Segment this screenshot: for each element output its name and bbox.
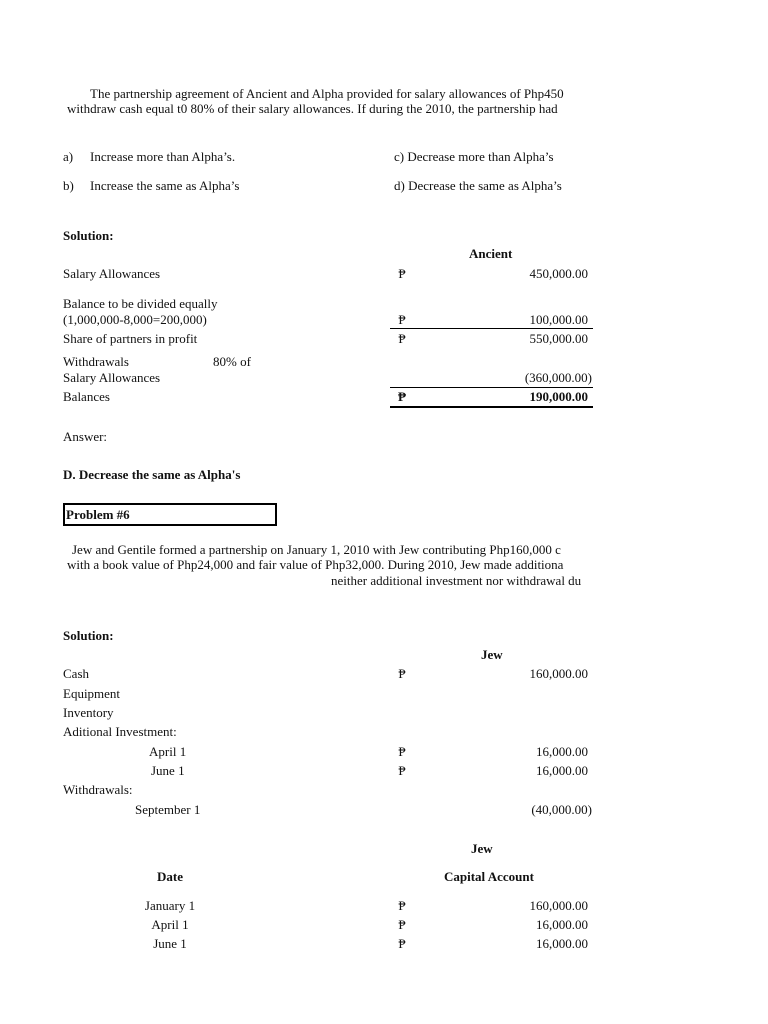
answer-label: Answer: bbox=[63, 429, 108, 444]
capital-value: 16,000.00 bbox=[536, 936, 588, 951]
september-value: (40,000.00) bbox=[531, 802, 592, 817]
choice-b-text: Increase the same as Alpha’s bbox=[90, 178, 240, 193]
withdrawals-percent: 80% of bbox=[213, 354, 251, 369]
share-profit-value: 550,000.00 bbox=[529, 331, 588, 346]
ancient-column-header: Ancient bbox=[469, 246, 513, 261]
cash-value: 160,000.00 bbox=[529, 666, 588, 681]
choice-c-text: c) Decrease more than Alpha’s bbox=[394, 149, 554, 164]
additional-investment-label: Aditional Investment: bbox=[63, 724, 177, 739]
capital-account-header: Capital Account bbox=[444, 869, 534, 884]
choice-d-text: d) Decrease the same as Alpha’s bbox=[394, 178, 562, 193]
peso-sign: ₱ bbox=[398, 763, 406, 778]
capital-date: January 1 bbox=[144, 898, 196, 913]
solution-label: Solution: bbox=[63, 628, 114, 643]
problem5-intro-line2: withdraw cash equal t0 80% of their salary allowances. If during the 2010, the partnership had bbox=[67, 101, 558, 116]
peso-sign: ₱ bbox=[398, 936, 406, 951]
equipment-label: Equipment bbox=[63, 686, 121, 701]
problem6-intro-line2: with a book value of Php24,000 and fair value of Php32,000. During 2010, Jew made additiona bbox=[67, 557, 564, 572]
choice-b-letter: b) bbox=[63, 178, 74, 193]
jew-column-header: Jew bbox=[481, 647, 503, 662]
peso-sign: ₱ bbox=[398, 331, 406, 346]
peso-sign: ₱ bbox=[398, 266, 406, 281]
total-double-rule bbox=[390, 406, 593, 408]
june-value: 16,000.00 bbox=[536, 763, 588, 778]
salary-allowances-value: 450,000.00 bbox=[529, 266, 588, 281]
balance-value: 100,000.00 bbox=[529, 312, 588, 327]
april-label: April 1 bbox=[149, 744, 187, 759]
inventory-label: Inventory bbox=[63, 705, 114, 720]
salary-allowances-label: Salary Allowances bbox=[63, 266, 161, 281]
capital-date: April 1 bbox=[151, 917, 189, 932]
peso-sign: ₱ bbox=[398, 312, 406, 327]
capital-date-header: Date bbox=[157, 869, 183, 884]
choice-a-letter: a) bbox=[63, 149, 74, 164]
june-label: June 1 bbox=[151, 763, 185, 778]
problem6-intro-line1: Jew and Gentile formed a partnership on January 1, 2010 with Jew contributing Php160,000 c bbox=[72, 542, 561, 557]
subtotal-rule bbox=[390, 328, 593, 329]
cash-label: Cash bbox=[63, 666, 89, 681]
share-profit-label: Share of partners in profit bbox=[63, 331, 198, 346]
choice-a-text: Increase more than Alpha’s. bbox=[90, 149, 236, 164]
capital-value: 16,000.00 bbox=[536, 917, 588, 932]
peso-sign: ₱ bbox=[398, 917, 406, 932]
total-rule-top bbox=[390, 387, 593, 388]
balances-label: Balances bbox=[63, 389, 110, 404]
peso-sign: ₱ bbox=[398, 666, 406, 681]
capital-date: June 1 bbox=[153, 936, 187, 951]
capital-jew-header: Jew bbox=[471, 841, 493, 856]
april-value: 16,000.00 bbox=[536, 744, 588, 759]
peso-sign: ₱ bbox=[398, 898, 406, 913]
balances-value: 190,000.00 bbox=[529, 389, 588, 404]
withdrawals-value: (360,000.00) bbox=[524, 370, 592, 385]
problem-title: Problem #6 bbox=[66, 507, 130, 522]
capital-value: 160,000.00 bbox=[529, 898, 588, 913]
solution-label: Solution: bbox=[63, 228, 114, 243]
withdrawals-label-line2: Salary Allowances bbox=[63, 370, 161, 385]
withdrawals-label: Withdrawals bbox=[63, 354, 129, 369]
balance-label-line1: Balance to be divided equally bbox=[63, 296, 218, 311]
answer-text: D. Decrease the same as Alpha's bbox=[63, 467, 241, 482]
balance-label-line2: (1,000,000-8,000=200,000) bbox=[63, 312, 207, 327]
september-label: September 1 bbox=[135, 802, 201, 817]
withdrawals-label: Withdrawals: bbox=[63, 782, 133, 797]
peso-sign: ₱ bbox=[398, 389, 406, 404]
problem5-intro-line1: The partnership agreement of Ancient and Alpha provided for salary allowances of Php450 bbox=[90, 86, 564, 101]
problem6-intro-line3: neither additional investment nor withdrawal du bbox=[331, 573, 582, 588]
peso-sign: ₱ bbox=[398, 744, 406, 759]
